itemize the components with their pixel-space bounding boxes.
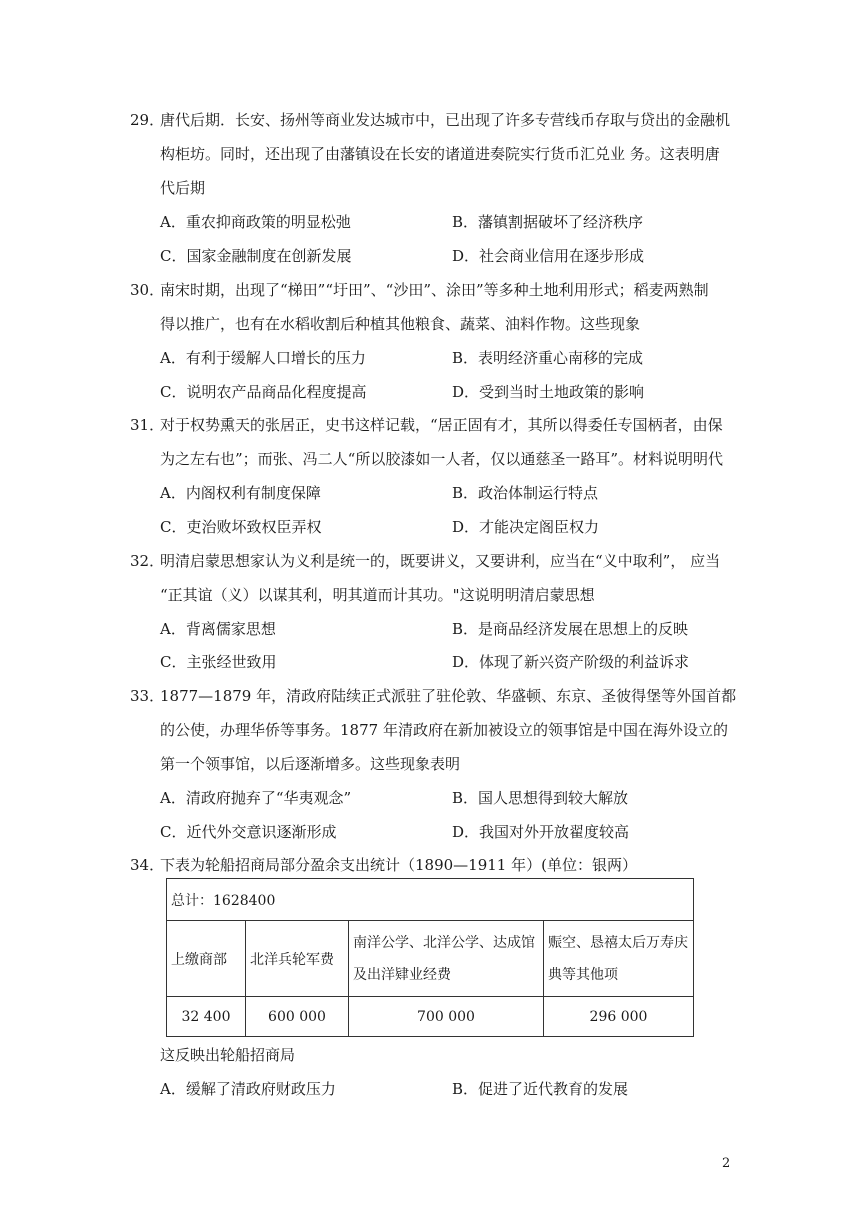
- option-d[interactable]: D．受到当时土地政策的影响: [452, 383, 645, 401]
- option-b[interactable]: B．是商品经济发展在思想上的反映: [452, 620, 689, 638]
- question-text-line: “正其谊（义）以谋其利，明其道而计其功。"这说明明清启蒙思想: [160, 586, 595, 604]
- question-text-line: 的公使，办理华侨等事务。1877 年清政府在新加被设立的领事馆是中国在海外设立的: [160, 721, 728, 739]
- option-d[interactable]: D．才能决定阁臣权力: [452, 518, 600, 536]
- option-c[interactable]: C．国家金融制度在创新发展: [160, 247, 352, 265]
- option-a[interactable]: A．重农抑商政策的明显松弛: [160, 213, 351, 231]
- table-total: 总计：1628400: [167, 879, 694, 921]
- option-b[interactable]: B．国人思想得到较大解放: [452, 789, 629, 807]
- option-a[interactable]: A．背离儒家思想: [160, 620, 276, 638]
- option-c[interactable]: C．吏治败坏致权臣弄权: [160, 518, 322, 536]
- surplus-table: [166, 878, 694, 1037]
- question-text-line: 对于权势熏天的张居正，史书这样记载，“居正固有才，其所以得委任专国柄者，由保: [160, 416, 723, 434]
- question-number: 34．: [130, 856, 165, 874]
- question-text-line: 代后期: [160, 179, 206, 197]
- option-b[interactable]: B．藩镇割据破坏了经济秩序: [452, 213, 644, 231]
- question-number: 30．: [130, 281, 165, 299]
- option-c[interactable]: C．近代外交意识逐渐形成: [160, 823, 337, 841]
- question-text-line: 唐代后期．长安、扬州等商业发达城市中，已出现了许多专营线币存取与贷出的金融机: [160, 111, 731, 129]
- question-number: 31．: [130, 416, 165, 434]
- option-d[interactable]: D．社会商业信用在逐步形成: [452, 247, 645, 265]
- page-number: 2: [722, 1156, 731, 1171]
- table-cell: 32 400: [167, 997, 246, 1037]
- table-header: 上缴商部: [167, 921, 246, 997]
- table-header: 赈空、恳禧太后万寿庆典等其他项: [544, 921, 694, 997]
- option-b[interactable]: B．表明经济重心南移的完成: [452, 349, 644, 367]
- question-text-line: 第一个领事馆，以后逐渐增多。这些现象表明: [160, 755, 461, 773]
- option-d[interactable]: D．我国对外开放翟度较高: [452, 823, 630, 841]
- question-number: 32．: [130, 552, 165, 570]
- option-c[interactable]: C．主张经世致用: [160, 653, 277, 671]
- question-text-line: 1877—1879 年，清政府陆续正式派驻了驻伦敦、华盛顿、东京、圣彼得堡等外国首都: [160, 687, 737, 705]
- option-b[interactable]: B．政治体制运行特点: [452, 484, 599, 502]
- option-a[interactable]: A．内阁权利有制度保障: [160, 484, 321, 502]
- question-number: 33．: [130, 687, 165, 705]
- question-text-line: 为之左右也”；而张、冯二人“所以胶漆如一人者，仅以通慈圣一路耳”。材料说明明代: [160, 450, 724, 468]
- table-cell: 700 000: [349, 997, 544, 1037]
- table-cell: 296 000: [544, 997, 694, 1037]
- question-text-line: 得以推广，也有在水稻收割后种植其他粮食、蔬菜、油料作物。这些现象: [160, 315, 641, 333]
- question-text-line: 下表为轮船招商局部分盈余支出统计（1890—1911 年）(单位：银两）: [160, 856, 637, 874]
- table-header: 北洋兵轮军费: [246, 921, 349, 997]
- option-a[interactable]: A．缓解了清政府财政压力: [160, 1080, 336, 1098]
- question-text-line: 构柜坊。同时，还出现了由藩镇设在长安的诸道进奏院实行货币汇兑业 务。这表明唐: [160, 145, 720, 163]
- option-b[interactable]: B．促进了近代教育的发展: [452, 1080, 629, 1098]
- option-a[interactable]: A．清政府抛弃了“华夷观念”: [160, 789, 352, 807]
- option-d[interactable]: D．体现了新兴资产阶级的利益诉求: [452, 653, 690, 671]
- question-text-line: 南宋时期，出现了“梯田”“圩田”、“沙田”、涂田”等多种土地利用形式；稻麦两熟制: [160, 281, 709, 299]
- question-number: 29．: [130, 111, 165, 129]
- question-text-line: 明清启蒙思想家认为义利是统一的，既要讲义，又要讲利，应当在“义中取利”， 应当: [160, 552, 721, 570]
- table-cell: 600 000: [246, 997, 349, 1037]
- option-c[interactable]: C．说明农产品商品化程度提高: [160, 383, 367, 401]
- table-header: 南洋公学、北洋公学、达成馆及出洋肄业经费: [349, 921, 544, 997]
- option-a[interactable]: A．有利于缓解人口增长的压力: [160, 349, 366, 367]
- question-text-line: 这反映出轮船招商局: [160, 1046, 296, 1064]
